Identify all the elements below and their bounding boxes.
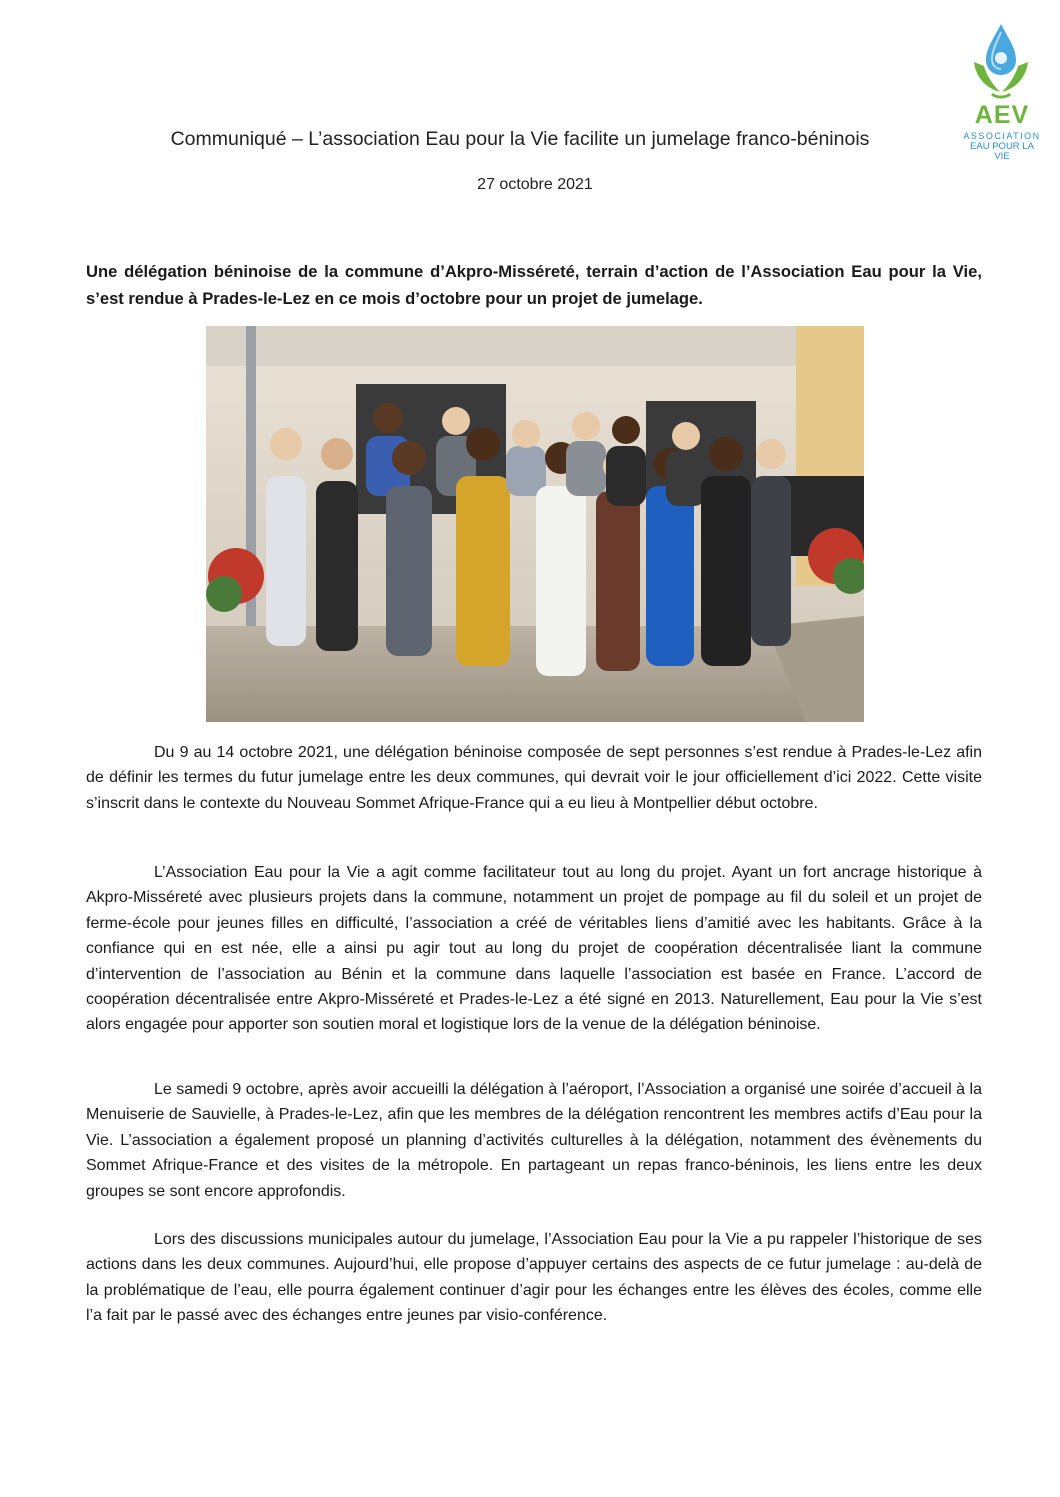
logo-line-2: EAU POUR LA VIE xyxy=(970,141,1034,162)
group-photo-icon xyxy=(206,326,864,722)
body-paragraph-3: Le samedi 9 octobre, après avoir accueilli la délégation à l’aéroport, l’Association a organisé une soirée d’accueil à la Menuiserie de Sauvielle, à Prades-le-Lez, afin que les membres de la délégation rencontrent les membres actifs d’Eau pour la Vie. L’association a également proposé un planning d’activités culturelles à la délégation, notamment des évènements du Sommet Afrique-France et des visites de la métropole. En partageant un repas franco-béninois, les liens entre les deux groupes se sont encore approfondis. xyxy=(86,1081,982,1200)
water-drop-hands-icon xyxy=(970,22,1032,104)
logo-acronym: AEV xyxy=(974,101,1030,129)
logo-line-1: ASSOCIATION xyxy=(963,131,1041,141)
body-paragraph-1: Du 9 au 14 octobre 2021, une délégation béninoise composée de sept personnes s’est rendue à Prades-le-Lez afin de définir les termes du futur jumelage entre les deux communes, qui devrait voir le jour officiellement d’ici 2022. Cette visite s’inscrit dans le contexte du Nouveau Sommet Afrique-France qui a eu lieu à Montpellier début octobre. xyxy=(86,744,982,812)
document-date: 27 octobre 2021 xyxy=(477,176,593,193)
aev-logo xyxy=(962,22,1042,162)
group-photo xyxy=(206,326,864,722)
body-paragraph-4: Lors des discussions municipales autour du jumelage, l’Association Eau pour la Vie a pu rappeler l’historique de ses actions dans les deux communes. Aujourd’hui, elle propose d’appuyer certains des aspects de ce futur jumelage : au-delà de la problématique de l’eau, elle pourra également continuer d’agir pour les échanges entre les élèves des écoles, comme elle l’a fait par le passé avec des échanges entre jeunes par visio-conférence. xyxy=(86,1231,982,1325)
lead-paragraph: Une délégation béninoise de la commune d’Akpro-Misséreté, terrain d’action de l’Association Eau pour la Vie, s’est rendue à Prades-le-Lez en ce mois d’octobre pour un projet de jumelage. xyxy=(86,262,982,308)
document-title: Communiqué – L’association Eau pour la Vie facilite un jumelage franco-béninois xyxy=(170,128,870,150)
body-paragraph-2: L’Association Eau pour la Vie a agit comme facilitateur tout au long du projet. Ayant un fort ancrage historique à Akpro-Misséreté avec plusieurs projets dans la commune, notamment un projet de pompage au fil du soleil et un projet de ferme-école pour jeunes filles en difficulté, l’association a créé de véritables liens d’amitié avec les habitants. Grâce à la confiance qui en est née, elle a ainsi pu agir tout au long du projet de coopération décentralisée liant la commune d’intervention de l’association au Bénin et la commune dans laquelle l’association est basée en France. L’accord de coopération décentralisée entre Akpro-Misséreté et Prades-le-Lez a été signé en 2013. Naturellement, Eau pour la Vie s’est alors engagée pour apporter son soutien moral et logistique lors de la venue de la délégation béninoise. xyxy=(86,864,982,1034)
